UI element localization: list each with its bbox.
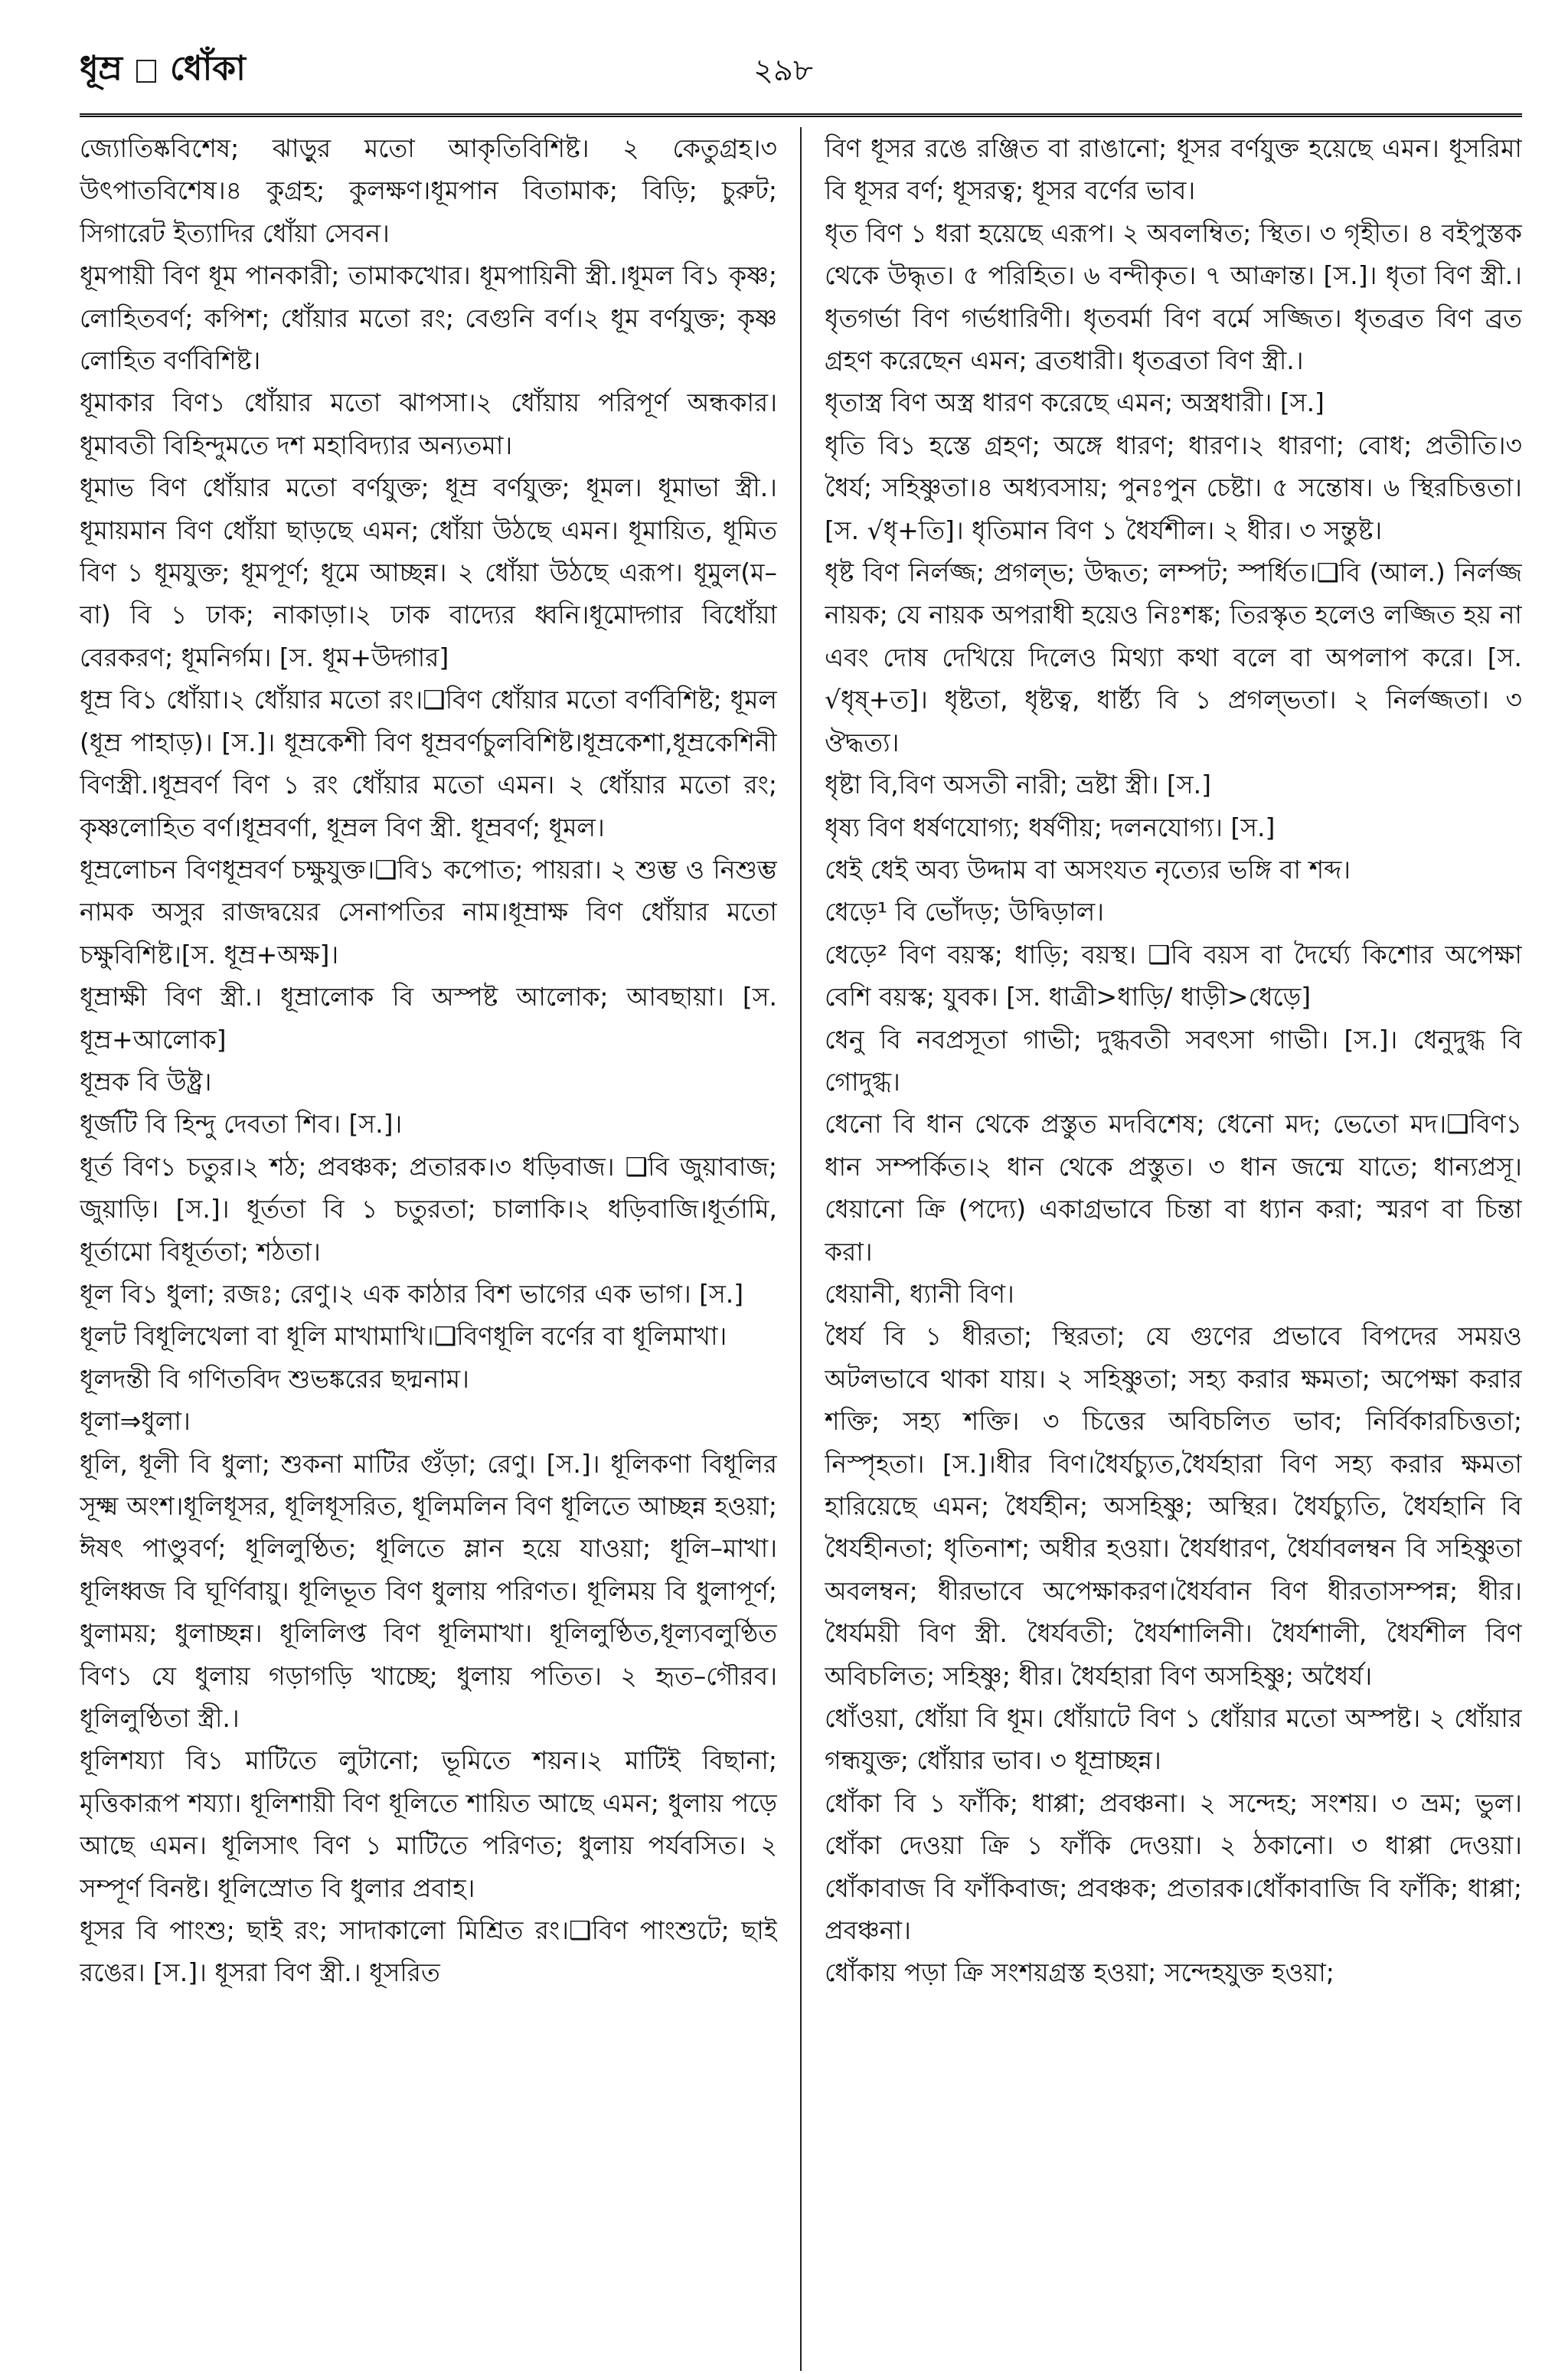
dictionary-entry: ধেনু বি নবপ্রসূতা গাভী; দুগ্ধবতী সবৎসা গাভী। [স.]। ধেনুদুগ্ধ বি গোদুগ্ধ। bbox=[824, 1024, 1522, 1097]
dictionary-entry: ধৃষ্ট বিণ নির্লজ্জ; প্রগল্‌ভ; উদ্ধত; লম্পট; স্পর্ধিত।❑বি (আল.) নির্লজ্জ নায়ক; যে নায়ক অপরাধী হয়েও নিঃশঙ্ক; তিরস্কৃত হলেও লজ্জিত হয় না এবং দোষ দেখিয়ে দিলেও মিথ্যা কথা বলে বা অপলাপ করে। [স. √ধৃষ্‌+ত]। ধৃষ্টতা, ধৃষ্টত্ব, ধার্ষ্ট্য বি ১ প্রগল্‌ভতা। ২ নির্লজ্জতা। ৩ ঔদ্ধত্য। bbox=[824, 558, 1522, 757]
guide-words bbox=[80, 43, 246, 99]
dictionary-entry: ধেড়ে² বিণ বয়স্ক; ধাড়ি; বয়স্থ। ❑বি বয়স বা দৈর্ঘ্যে কিশোর অপেক্ষা বেশি বয়স্ক; যুবক। [স. ধাত্রী>ধাড়ি/ ধাড়ী>ধেড়ে] bbox=[824, 939, 1522, 1012]
header-rule bbox=[80, 113, 1522, 117]
dictionary-entry: জ্যোতিষ্কবিশেষ; ঝাড়ুর মতো আকৃতিবিশিষ্ট। ২ কেতুগ্রহ।৩ উৎপাতবিশেষ।৪ কুগ্রহ; কুলক্ষণ।ধূমপান বিতামাক; বিড়ি; চুরুট; সিগারেট ইত্যাদির ধোঁয়া সেবন। bbox=[80, 133, 777, 248]
dictionary-entry: বিণ ধূসর রঙে রঞ্জিত বা রাঙানো; ধূসর বর্ণযুক্ত হয়েছে এমন। ধূসরিমা বি ধূসর বর্ণ; ধূসরত্ব; ধূসর বর্ণের ভাব। bbox=[824, 133, 1522, 206]
dictionary-entry: ধৈর্য বি ১ ধীরতা; স্থিরতা; যে গুণের প্রভাবে বিপদের সময়ও অটলভাবে থাকা যায়। ২ সহিষ্ণুতা; সহ্য করার ক্ষমতা; অপেক্ষা করার শক্তি; সহ্য শক্তি। ৩ চিত্তের অবিচলিত ভাব; নির্বিকারচিত্ততা; নিস্পৃহতা। [স.]।ধীর বিণ।ধৈর্যচ্যুত,ধৈর্যহারা বিণ সহ্য করার ক্ষমতা হারিয়েছে এমন; ধৈর্যহীন; অসহিষ্ণু; অস্থির। ধৈর্যচ্যুতি, ধৈর্যহানি বি ধৈর্যহীনতা; ধৃতিনাশ; অধীর হওয়া। ধৈর্যধারণ, ধৈর্যাবলম্বন বি সহিষ্ণুতা অবলম্বন; ধীরভাবে অপেক্ষাকরণ।ধৈর্যবান বিণ ধীরতাসম্পন্ন; ধীর।ধৈর্যময়ী বিণ স্ত্রী. ধৈর্যবতী; ধৈর্যশালিনী। ধৈর্যশালী, ধৈর্যশীল বিণ অবিচলিত; সহিষ্ণু; ধীর। ধৈর্যহারা বিণ অসহিষ্ণু; অধৈর্য। bbox=[824, 1321, 1522, 1691]
dictionary-entry: ধূর্ত বিণ১ চতুর।২ শঠ; প্রবঞ্চক; প্রতারক।৩ ধড়িবাজ। ❑বি জুয়াবাজ; জুয়াড়ি। [স.]। ধূর্ততা বি ১ চতুরতা; চালাকি।২ ধড়িবাজি।ধূর্তামি, ধূর্তামো বিধূর্ততা; শঠতা। bbox=[80, 1151, 777, 1267]
column-divider bbox=[800, 127, 802, 2371]
dictionary-entry: ধূল বি১ ধুলা; রজঃ; রেণু।২ এক কাঠার বিশ ভাগের এক ভাগ। [স.] bbox=[80, 1278, 744, 1309]
dictionary-entry: ধেয়ানী, ধ্যানী বিণ। bbox=[824, 1278, 1014, 1309]
dictionary-entry: ধূর্জটি বি হিন্দু দেবতা শিব। [স.]। bbox=[80, 1109, 403, 1140]
dictionary-entry: ধূমপায়ী বিণ ধূম পানকারী; তামাকখোর। ধূমপায়িনী স্ত্রী.।ধূমল বি১ কৃষ্ণ; লোহিতবর্ণ; কপিশ; ধোঁয়ার মতো রং; বেগুনি বর্ণ।২ ধূম বর্ণযুক্ত; কৃষ্ণ লোহিত বর্ণবিশিষ্ট। bbox=[80, 260, 777, 376]
dictionary-entry: ধূলি, ধূলী বি ধুলা; শুকনা মাটির গুঁড়া; রেণু। [স.]। ধূলিকণা বিধূলির সূক্ষ্ম অংশ।ধূলিধূসর, ধূলিধূসরিত, ধূলিমলিন বিণ ধূলিতে আচ্ছন্ন হওয়া; ঈষৎ পাণ্ডুবর্ণ; ধূলিলুণ্ঠিত; ধূলিতে ম্লান হয়ে যাওয়া; ধূলি–মাখা।ধূলিধ্বজ বি ঘূর্ণিবায়ু। ধূলিভূত বিণ ধুলায় পরিণত। ধূলিময় বি ধুলাপূর্ণ; ধুলাময়; ধুলাচ্ছন্ন। ধূলিলিপ্ত বিণ ধূলিমাখা। ধূলিলুণ্ঠিত,ধূল্যবলুণ্ঠিত বিণ১ যে ধুলায় গড়াগড়ি খাচ্ছে; ধুলায় পতিত। ২ হৃত–গৌরব। ধূলিলুণ্ঠিতা স্ত্রী.। bbox=[80, 1448, 777, 1734]
right-column bbox=[825, 127, 1522, 2371]
dictionary-entry: ধোঁকা বি ১ ফাঁকি; ধাপ্পা; প্রবঞ্চনা। ২ সন্দেহ; সংশয়। ৩ ভ্রম; ভুল। ধোঁকা দেওয়া ক্রি ১ ফাঁকি দেওয়া। ২ ঠকানো। ৩ ধাপ্পা দেওয়া। ধোঁকাবাজ বি ফাঁকিবাজ; প্রবঞ্চক; প্রতারক।ধোঁকাবাজি বি ফাঁকি; ধাপ্পা; প্রবঞ্চনা। bbox=[824, 1787, 1522, 1946]
last-guide-word: ধোঁকা bbox=[170, 49, 246, 88]
dictionary-entry: ধেনো বি ধান থেকে প্রস্তুত মদবিশেষ; ধেনো মদ; ভেতো মদ।❑বিণ১ ধান সম্পর্কিত।২ ধান থেকে প্রস্তুত। ৩ ধান জন্মে যাতে; ধান্যপ্রসূ। ধেয়ানো ক্রি (পদ্যে) একাগ্রভাবে চিন্তা বা ধ্যান করা; স্মরণ বা চিন্তা করা। bbox=[824, 1109, 1522, 1267]
page-number: ২৯৮ bbox=[753, 53, 813, 88]
dictionary-entry: ধৃত বিণ ১ ধরা হয়েছে এরূপ। ২ অবলম্বিত; স্থিত। ৩ গৃহীত। ৪ বইপুস্তক থেকে উদ্ধৃত। ৫ পরিহিত। ৬ বন্দীকৃত। ৭ আক্রান্ত। [স.]। ধৃতা বিণ স্ত্রী.। ধৃতগর্ভা বিণ গর্ভধারিণী। ধৃতবর্মা বিণ বর্মে সজ্জিত। ধৃতব্রত বিণ ব্রত গ্রহণ করেছেন এমন; ব্রতধারী। ধৃতব্রতা বিণ স্ত্রী.। bbox=[824, 217, 1522, 376]
dictionary-entry: ধূলিশয্যা বি১ মাটিতে লুটানো; ভূমিতে শয়ন।২ মাটিই বিছানা; মৃত্তিকারূপ শয্যা। ধূলিশায়ী বিণ ধূলিতে শায়িত আছে এমন; ধুলায় পড়ে আছে এমন। ধূলিসাৎ বিণ ১ মাটিতে পরিণত; ধুলায় পর্যবসিত। ২ সম্পূর্ণ বিনষ্ট। ধূলিস্রোত বি ধুলার প্রবাহ। bbox=[80, 1745, 777, 1903]
dictionary-entry: ধেড়ে¹ বি ভোঁদড়; উদ্বিড়াল। bbox=[824, 897, 1105, 927]
dictionary-entry: ধৃষ্য বিণ ধর্ষণযোগ্য; ধর্ষণীয়; দলনযোগ্য। [স.] bbox=[824, 812, 1276, 842]
dictionary-entry: ধূম্র বি১ ধোঁয়া।২ ধোঁয়ার মতো রং।❑বিণ ধোঁয়ার মতো বর্ণবিশিষ্ট; ধূমল (ধূম্র পাহাড়)। [স.]। ধূম্রকেশী বিণ ধূম্রবর্ণচুলবিশিষ্ট।ধূম্রকেশা,ধূম্রকেশিনী বিণস্ত্রী.।ধূম্রবর্ণ বিণ ১ রং ধোঁয়ার মতো এমন। ২ ধোঁয়ার মতো রং; কৃষ্ণলোহিত বর্ণ।ধূম্রবর্ণা, ধূম্রল বিণ স্ত্রী. ধূম্রবর্ণ; ধূমল। bbox=[80, 685, 777, 842]
left-column bbox=[80, 127, 777, 2371]
dictionary-entry: ধৃতাস্ত্র বিণ অস্ত্র ধারণ করেছে এমন; অস্ত্রধারী। [স.] bbox=[824, 387, 1325, 418]
dictionary-entry: ধৃষ্টা বি,বিণ অসতী নারী; ভ্রষ্টা স্ত্রী। [স.] bbox=[824, 770, 1211, 800]
dictionary-entry: ধেই ধেই অব্য উদ্দাম বা অসংযত নৃত্যের ভঙ্গি বা শব্দ। bbox=[824, 854, 1351, 885]
dictionary-entry: ধূম্রলোচন বিণধূম্রবর্ণ চক্ষুযুক্ত।❑বি১ কপোত; পায়রা। ২ শুম্ভ ও নিশুম্ভ নামক অসুর রাজদ্বয়ের সেনাপতির নাম।ধূম্রাক্ষ বিণ ধোঁয়ার মতো চক্ষুবিশিষ্ট।[স. ধূম্র+অক্ষ]। bbox=[80, 854, 777, 970]
separator-box-icon bbox=[136, 60, 156, 83]
entry-columns bbox=[80, 127, 1522, 2371]
dictionary-entry: ধূসর বি পাংশু; ছাই রং; সাদাকালো মিশ্রিত রং।❑বিণ পাংশুটে; ছাই রঙের। [স.]। ধূসরা বিণ স্ত্রী.। ধূসরিত bbox=[80, 1915, 777, 1988]
dictionary-entry: ধোঁওয়া, ধোঁয়া বি ধূম। ধোঁয়াটে বিণ ১ ধোঁয়ার মতো অস্পষ্ট। ২ ধোঁয়ার গন্ধযুক্ত; ধোঁয়ার ভাব। ৩ ধূম্রাচ্ছন্ন। bbox=[824, 1703, 1522, 1776]
dictionary-entry: ধূম্রক বি উষ্ট্র। bbox=[80, 1066, 212, 1097]
page-header bbox=[80, 43, 1522, 127]
dictionary-entry: ধূমাভ বিণ ধোঁয়ার মতো বর্ণযুক্ত; ধূম্র বর্ণযুক্ত; ধূমল। ধূমাভা স্ত্রী.। ধূমায়মান বিণ ধোঁয়া ছাড়ছে এমন; ধোঁয়া উঠছে এমন। ধূমায়িত, ধূমিত বিণ ১ ধূমযুক্ত; ধূমপূর্ণ; ধূমে আচ্ছন্ন। ২ ধোঁয়া উঠছে এরূপ। ধূমুল(ম–বা) বি ১ ঢাক; নাকাড়া।২ ঢাক বাদ্যের ধ্বনি।ধূমোদ্গার বিধোঁয়া বেরকরণ; ধূমনির্গম। [স. ধূম+উদ্গার] bbox=[80, 473, 777, 672]
first-guide-word: ধূম্র bbox=[80, 49, 123, 88]
dictionary-entry: ধূম্রাক্ষী বিণ স্ত্রী.। ধূম্রালোক বি অস্পষ্ট আলোক; আবছায়া। [স. ধূম্র+আলোক] bbox=[80, 982, 777, 1055]
dictionary-entry: ধোঁকায় পড়া ক্রি সংশয়গ্রস্ত হওয়া; সন্দেহযুক্ত হওয়া; bbox=[824, 1957, 1334, 1988]
dictionary-entry: ধূমাকার বিণ১ ধোঁয়ার মতো ঝাপসা।২ ধোঁয়ায় পরিপূর্ণ অন্ধকার।ধূমাবতী বিহিন্দুমতে দশ মহাবিদ্যার অন্যতমা। bbox=[80, 387, 777, 460]
dictionary-entry: ধূলট বিধূলিখেলা বা ধূলি মাখামাখি।❑বিণধূলি বর্ণের বা ধূলিমাখা। bbox=[80, 1321, 727, 1352]
dictionary-entry: ধূলা⇒ধুলা। bbox=[80, 1406, 191, 1437]
dictionary-entry: ধূলদন্তী বি গণিতবিদ শুভঙ্করের ছদ্মনাম। bbox=[80, 1363, 469, 1394]
dictionary-entry: ধৃতি বি১ হস্তে গ্রহণ; অঙ্গে ধারণ; ধারণ।২ ধারণা; বোধ; প্রতীতি।৩ ধৈর্য; সহিষ্ণুতা।৪ অধ্যবসায়; পুনঃপুন চেষ্টা। ৫ সন্তোষ। ৬ স্থিরচিত্ততা। [স. √ধৃ+তি]। ধৃতিমান বিণ ১ ধৈর্যশীল। ২ ধীর। ৩ সন্তুষ্ট। bbox=[824, 430, 1522, 545]
